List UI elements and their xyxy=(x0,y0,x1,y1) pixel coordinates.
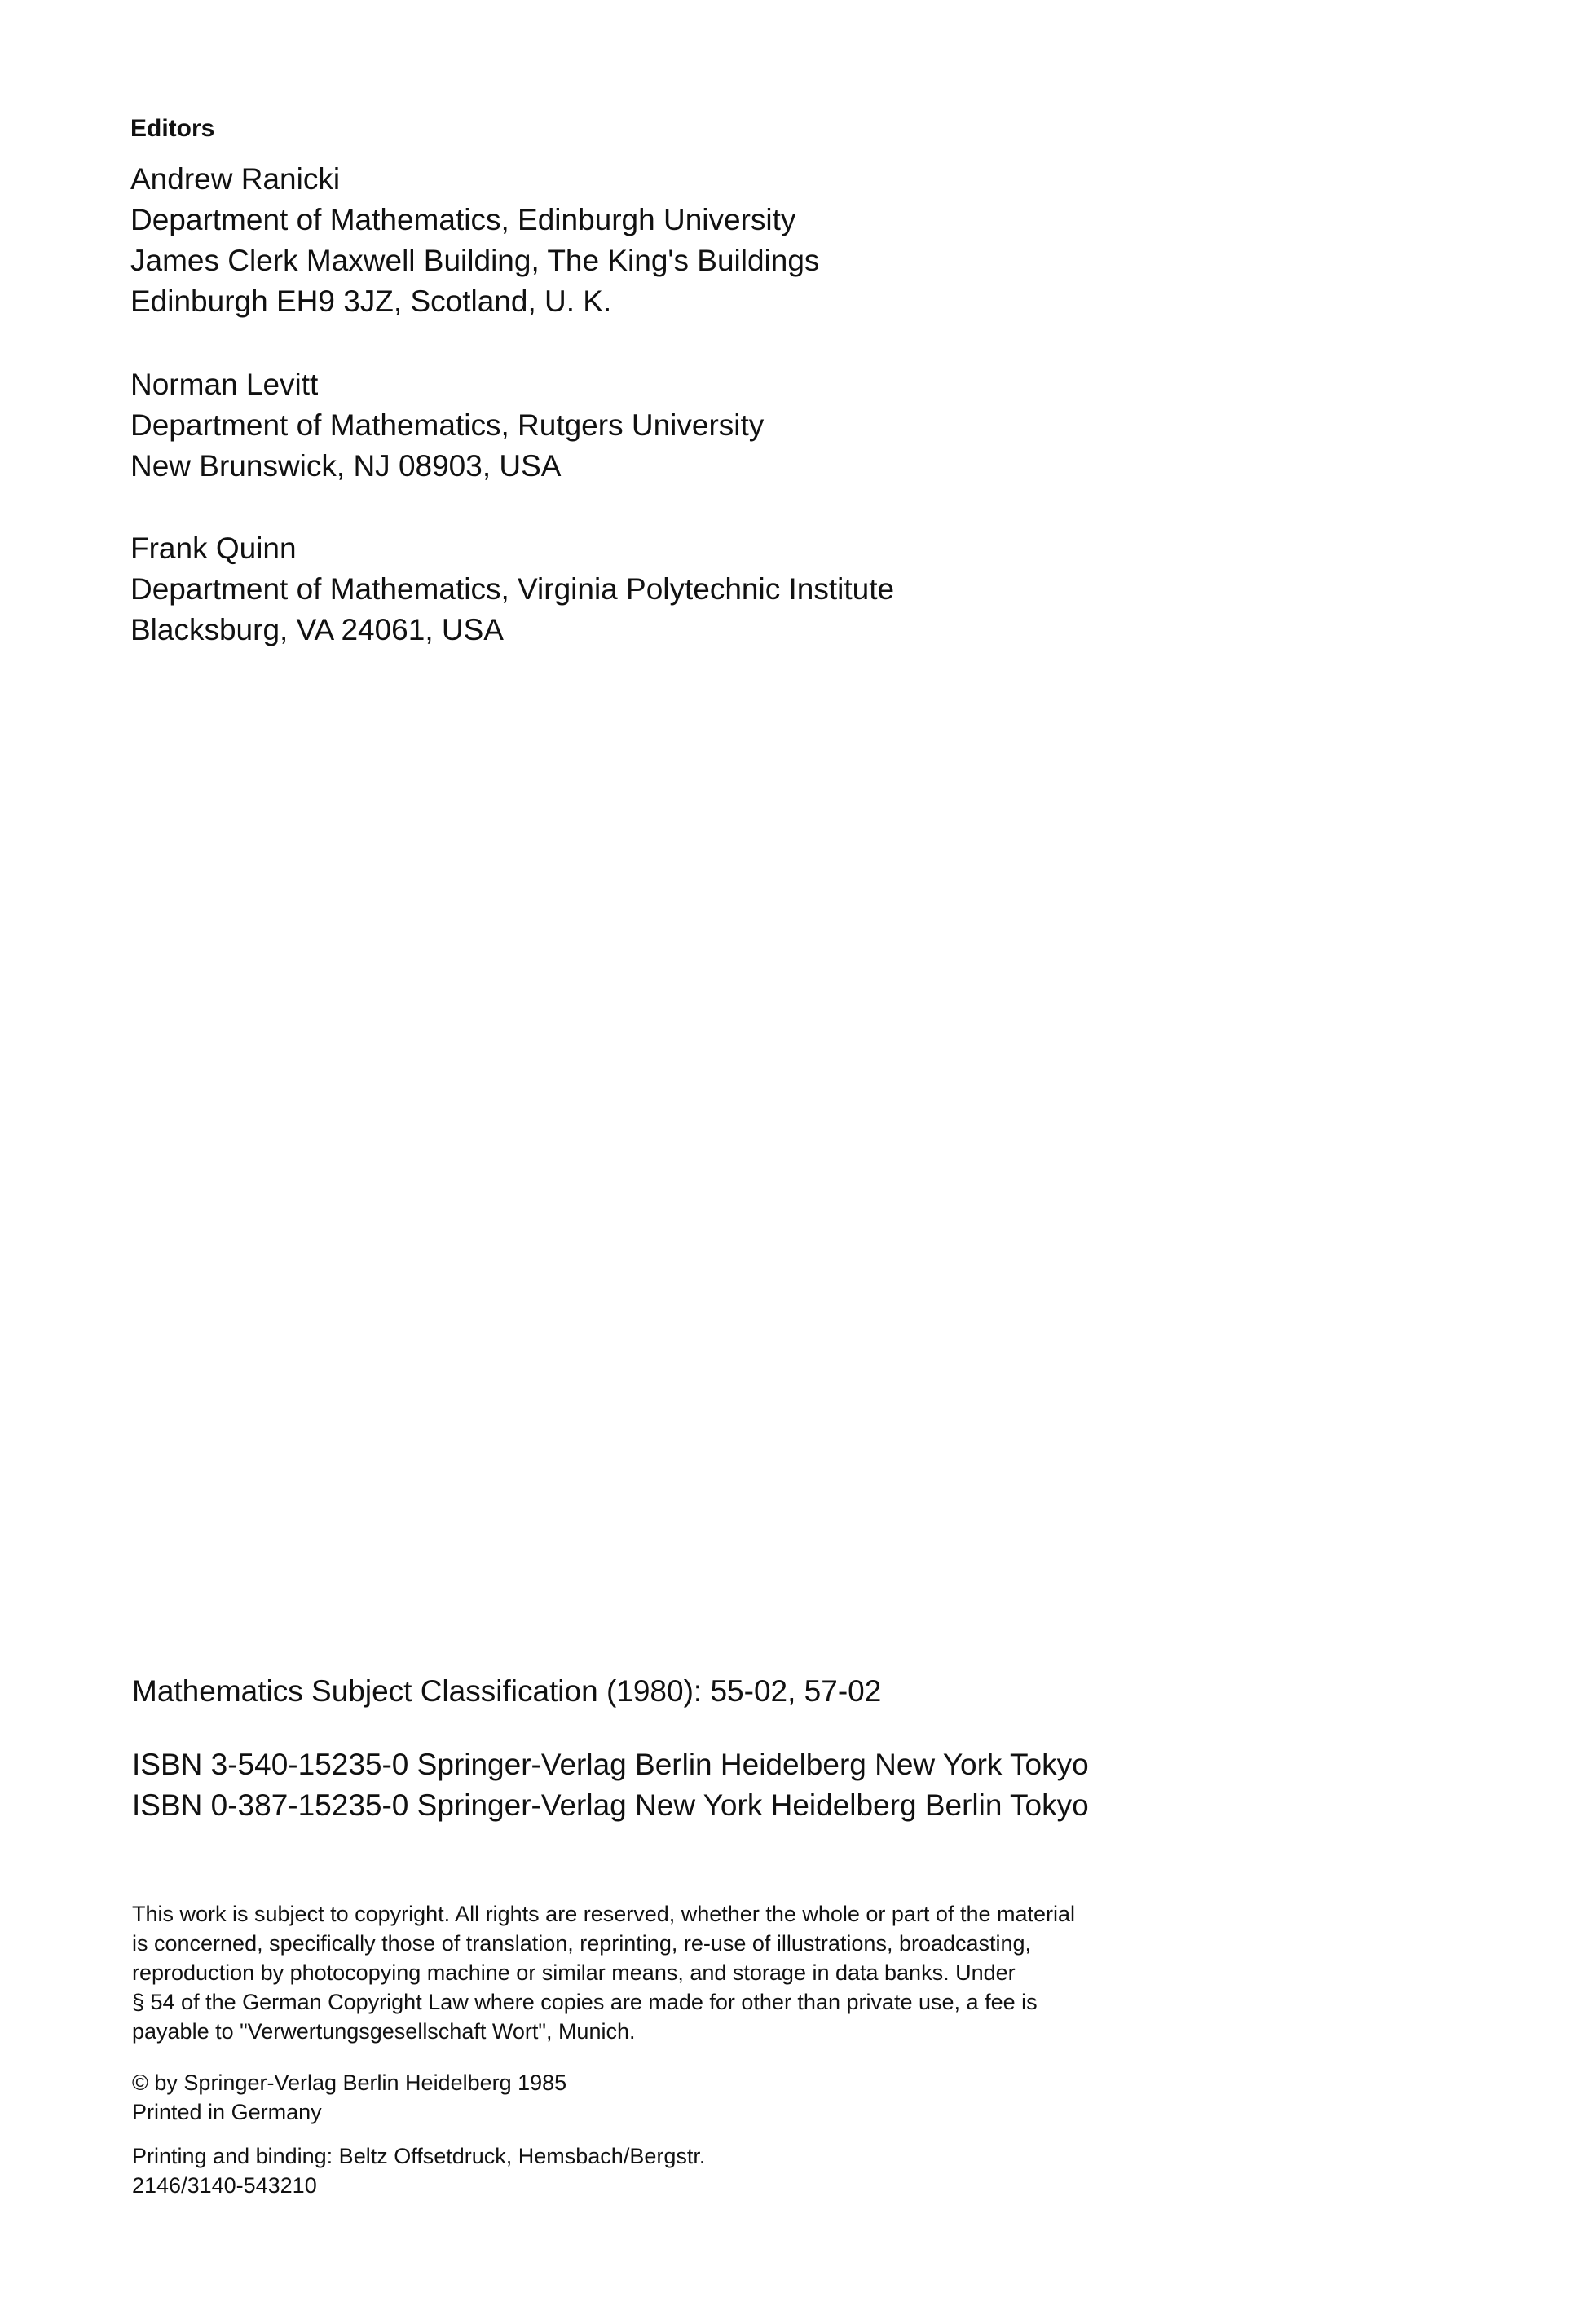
printing-binding: Printing and binding: Beltz Offsetdruck, Hemsbach/Bergstr. xyxy=(132,2144,706,2168)
notice-line: payable to "Verwertungsgesellschaft Wort", Munich. xyxy=(132,2019,636,2044)
editor-building: James Clerk Maxwell Building, The King's Buildings xyxy=(130,244,820,277)
publisher-block xyxy=(132,2068,566,2127)
printed-in: Printed in Germany xyxy=(132,2100,322,2124)
editor-city: Edinburgh EH9 3JZ, Scotland, U. K. xyxy=(130,284,612,318)
copyright-notice xyxy=(132,1899,1075,2046)
editor-department: Department of Mathematics, Rutgers University xyxy=(130,408,765,442)
printing-block xyxy=(132,2141,705,2200)
isbn-block xyxy=(132,1744,1089,1826)
printing-code: 2146/3140-543210 xyxy=(132,2173,317,2198)
editor-name: Andrew Ranicki xyxy=(130,162,341,196)
editor-department: Department of Mathematics, Virginia Polytechnic Institute xyxy=(130,572,895,606)
editor-city: Blacksburg, VA 24061, USA xyxy=(130,613,504,646)
subject-classification: Mathematics Subject Classification (1980): 55-02, 57-02 xyxy=(132,1674,882,1708)
editor-city: New Brunswick, NJ 08903, USA xyxy=(130,449,562,483)
notice-line: This work is subject to copyright. All rights are reserved, whether the whole or part of the material xyxy=(132,1902,1076,1926)
notice-line: § 54 of the German Copyright Law where copies are made for other than private use, a fee is xyxy=(132,1990,1038,2014)
notice-line: is concerned, specifically those of translation, reprinting, re-use of illustrations, broadcasting, xyxy=(132,1931,1032,1956)
editor-norman-levitt xyxy=(130,364,764,487)
editor-andrew-ranicki xyxy=(130,159,819,322)
editor-name: Frank Quinn xyxy=(130,531,297,565)
editor-department: Department of Mathematics, Edinburgh University xyxy=(130,203,796,236)
isbn-line: ISBN 3-540-15235-0 Springer-Verlag Berlin Heidelberg New York Tokyo xyxy=(132,1748,1089,1781)
editor-name: Norman Levitt xyxy=(130,368,319,401)
notice-line: reproduction by photocopying machine or similar means, and storage in data banks. Under xyxy=(132,1960,1016,1985)
editor-frank-quinn xyxy=(130,528,894,650)
editors-heading: Editors xyxy=(130,115,215,142)
isbn-line: ISBN 0-387-15235-0 Springer-Verlag New York Heidelberg Berlin Tokyo xyxy=(132,1788,1089,1822)
copyright-line: © by Springer-Verlag Berlin Heidelberg 1985 xyxy=(132,2070,567,2095)
